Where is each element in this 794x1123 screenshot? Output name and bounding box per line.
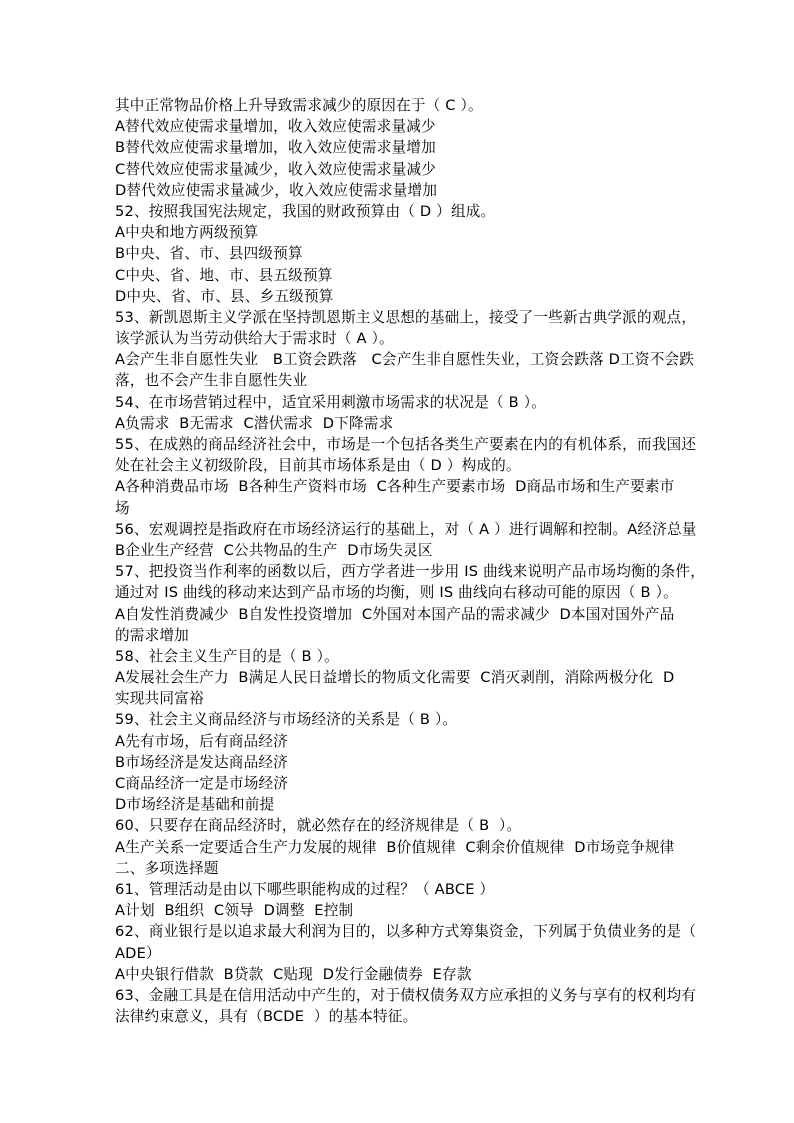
document-line: B企业生产经营 C公共物品的生产 D市场失灵区 — [115, 541, 433, 559]
document-line: ADE） — [115, 944, 161, 962]
document-line: C中央、省、地、市、县五级预算 — [115, 266, 333, 284]
document-line: A中央和地方两级预算 — [115, 224, 259, 242]
document-line: A负需求 B无需求 C潜伏需求 D下降需求 — [115, 414, 394, 432]
document-line: A发展社会生产力 B满足人民日益增长的物质文化需要 C消灭剥削，消除两极分化 D — [115, 669, 675, 687]
document-line: C商品经济一定是市场经济 — [115, 775, 289, 792]
document-line: D市场经济是基础和前提 — [115, 796, 275, 814]
document-line: 58、社会主义生产目的是（ B ）。 — [115, 647, 339, 665]
document-line: B替代效应使需求量增加，收入效应使需求量增加 — [115, 139, 436, 157]
document-line: 二、多项选择题 — [115, 859, 219, 877]
document-line: 57、把投资当作利率的函数以后，西方学者进一步用 IS 曲线来说明产品市场均衡的条件， — [115, 563, 705, 581]
document-line: A计划 B组织 C领导 D调整 E控制 — [115, 902, 354, 920]
document-line: A生产关系一定要适合生产力发展的规律 B价值规律 C剩余价值规律 D市场竞争规律 — [115, 838, 675, 856]
document-line: 54、在市场营销过程中，适宜采用刺激市场需求的状况是（ B ）。 — [115, 393, 546, 411]
document-line: 的需求增加 — [115, 626, 189, 644]
document-line: A中央银行借款 B贷款 C贴现 D发行金融债券 E存款 — [115, 965, 472, 983]
document-line: A先有市场，后有商品经济 — [115, 732, 288, 750]
document-line: A会产生非自愿性失业 B工资会跌落 C会产生非自愿性失业，工资会跌落 D工资不会跌 — [115, 351, 695, 369]
document-line: D中央、省、市、县、乡五级预算 — [115, 287, 334, 305]
document-line: 其中正常物品价格上升导致需求减少的原因在于（ C ）。 — [115, 97, 483, 114]
document-line: 62、商业银行是以追求最大利润为目的，以多种方式筹集资金，下列属于负债业务的是（ — [115, 923, 697, 941]
document-line: 52、按照我国宪法规定，我国的财政预算由（ D ）组成。 — [115, 202, 496, 220]
document-line: 场 — [115, 499, 130, 517]
document-line: 56、宏观调控是指政府在市场经济运行的基础上，对（ A ）进行调解和控制。A经济总量 — [115, 520, 697, 538]
document-line: A自发性消费减少 B自发性投资增加 C外国对本国产品的需求减少 D本国对国外产品 — [115, 605, 675, 623]
document-line: 59、社会主义商品经济与市场经济的关系是（ B ）。 — [115, 711, 458, 729]
document-line: 法律约束意义，具有（BCDE ）的基本特征。 — [115, 1008, 418, 1026]
document-line: 通过对 IS 曲线的移动来达到产品市场的均衡，则 IS 曲线向右移动可能的原因（ B ）。 — [115, 584, 678, 602]
document-line: 63、金融工具是在信用活动中产生的，对于债权债务双方应承担的义务与享有的权利均有 — [115, 986, 697, 1004]
document-line: 落，也不会产生非自愿性失业 — [115, 372, 308, 390]
document-line: C替代效应使需求量减少，收入效应使需求量减少 — [115, 160, 437, 178]
document-line: 55、在成熟的商品经济社会中，市场是一个包括各类生产要素在内的有机体系，而我国还 — [115, 436, 697, 453]
document-text-block — [115, 95, 705, 1027]
document-line: 实现共同富裕 — [115, 690, 204, 708]
document-line: 处在社会主义初级阶段，目前其市场体系是由（ D ）构成的。 — [115, 457, 521, 475]
document-line: 53、新凯恩斯主义学派在坚持凯恩斯主义思想的基础上，接受了一些新古典学派的观点， — [115, 308, 697, 326]
document-line: 60、只要存在商品经济时，就必然存在的经济规律是（ B ）。 — [115, 817, 522, 835]
document-line: D替代效应使需求量减少，收入效应使需求量增加 — [115, 181, 438, 199]
document-line: B市场经济是发达商品经济 — [115, 753, 288, 771]
document-line: A各种消费品市场 B各种生产资料市场 C各种生产要素市场 D商品市场和生产要素市 — [115, 478, 675, 496]
document-line: 该学派认为当劳动供给大于需求时（ A ）。 — [115, 330, 394, 348]
document-line: B中央、省、市、县四级预算 — [115, 245, 303, 263]
document-line: A替代效应使需求量增加，收入效应使需求量减少 — [115, 118, 436, 136]
document-line: 61、管理活动是由以下哪些职能构成的过程？（ ABCE ） — [115, 880, 495, 898]
